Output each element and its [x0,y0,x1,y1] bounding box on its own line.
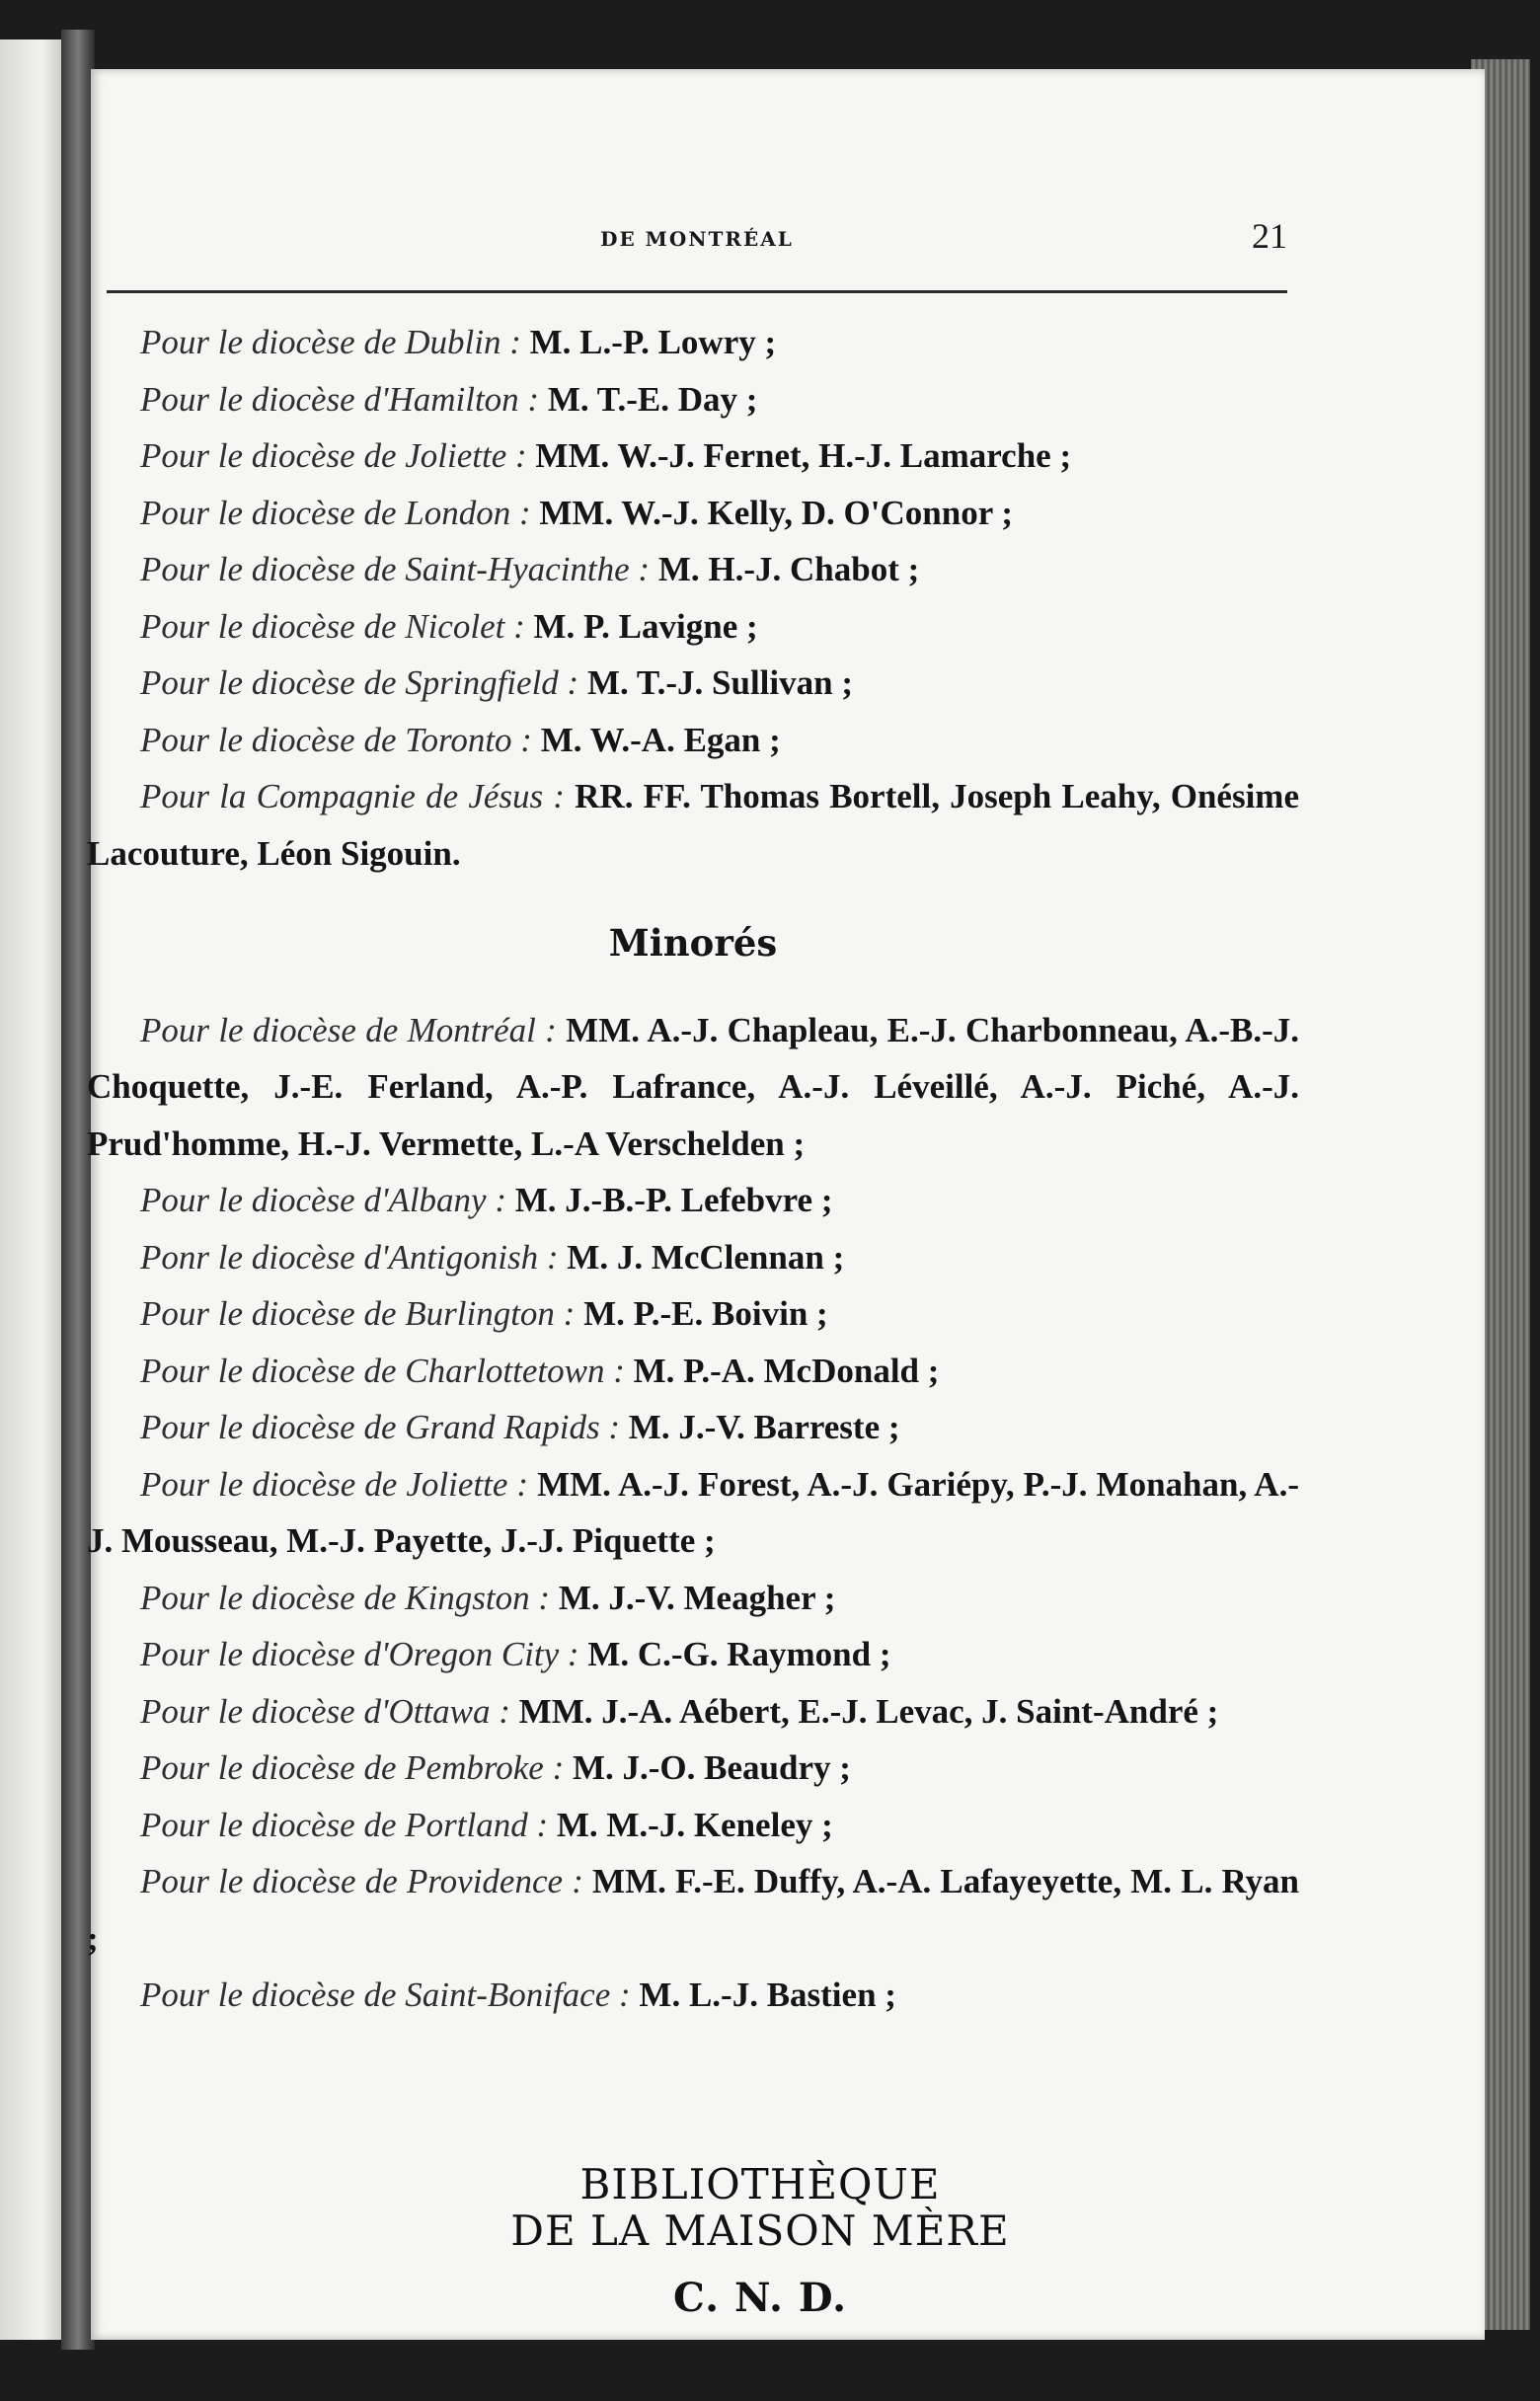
entry-diocese: Pour le diocèse de Toronto : [140,720,532,759]
entry-diocese: Pour le diocèse de Charlottetown : [140,1351,625,1390]
entry-names: M. T.-J. Sullivan ; [578,663,853,702]
entry [87,541,1299,598]
entry-names: M. C.-G. Raymond ; [578,1635,891,1673]
entry-diocese: Pour le diocèse de London : [140,493,531,532]
entry [87,1399,1299,1456]
entry-diocese: Pour le diocèse d'Ottawa : [140,1691,510,1731]
entry [87,1626,1299,1683]
running-head: DE MONTRÉAL [600,227,794,251]
entry-diocese: Pour le diocèse de Kingston : [140,1578,551,1617]
page-header [107,207,1287,267]
entry [87,598,1299,656]
entry-names: MM. W.-J. Fernet, H.-J. Lamarche ; [526,436,1072,475]
entry [87,1002,1299,1173]
entry [87,1456,1299,1570]
entry [87,1740,1299,1797]
entry [87,1967,1299,2024]
section-heading-minores: Minorés [608,921,778,965]
entry-names: M. J. McClennan ; [558,1237,845,1277]
entry [87,314,1299,371]
entry-diocese: Pour le diocèse d'Hamilton : [140,379,540,419]
entry-diocese: Pour le diocèse de Portland : [140,1805,549,1844]
entry [87,1229,1299,1286]
entry-diocese: Ponr le diocèse d'Antigonish : [140,1237,559,1277]
entry-names: M. P. Lavigne ; [524,606,758,646]
entry-names: MM. J.-A. Aébert, E.-J. Levac, J. Saint-André ; [509,1691,1219,1731]
entry [87,1797,1299,1854]
entry [87,1172,1299,1229]
entry-names: MM. A.-J. Forest, A.-J. Gariépy, P.-J. Monahan, A.-J. Mousseau, M.-J. Payette, J.-J. Piquette ; [87,1464,1299,1560]
entry [87,371,1299,428]
entry-names: M. J.-V. Barreste ; [620,1408,900,1446]
entry-diocese: Pour le diocèse de Saint-Boniface : [140,1975,631,2014]
entry [87,1343,1299,1400]
entry [87,1285,1299,1343]
entry-names: MM. A.-J. Chapleau, E.-J. Charbonneau, A.-B.-J. Choquette, J.-E. Ferland, A.-P. Lafrance, A.-J. Léveillé, A.-J. Piché, A.-J. Prud'homme, H.-J. Vermette, L.-A Verschelden ; [87,1010,1300,1163]
entry-names: M. W.-A. Egan ; [531,720,781,759]
entry [87,655,1299,712]
entry-names: M. L.-J. Bastien ; [630,1975,896,2014]
entry-diocese: Pour le diocèse de Grand Rapids : [140,1408,621,1446]
page-body [87,314,1299,2024]
page-number: 21 [1252,216,1287,256]
facing-page-edge [0,39,69,2340]
entry-diocese: Pour le diocèse de Pembroke : [140,1748,565,1787]
entry-names: M. J.-O. Beaudry ; [564,1748,851,1787]
entry-diocese: Pour la Compagnie de Jésus : [140,777,565,815]
entry-diocese: Pour le diocèse d'Albany : [140,1181,506,1219]
entry-names: RR. FF. Thomas Bortell, Joseph Leahy, Onésime Lacouture, Léon Sigouin. [87,777,1299,873]
entry [87,1683,1299,1741]
entry-diocese: Pour le diocèse de Joliette : [140,1464,529,1504]
entry-diocese: Pour le diocèse de Dublin : [140,323,521,361]
ordination-list-1 [87,314,1299,882]
entry [87,712,1299,769]
entry-diocese: Pour le diocèse d'Oregon City : [140,1635,579,1673]
stamp-line-3: C. N. D. [672,2275,848,2321]
entry-diocese: Pour le diocèse de Montréal : [140,1010,557,1049]
entry-names: M. J.-B.-P. Lefebvre ; [506,1181,833,1219]
entry-diocese: Pour le diocèse de Providence : [140,1862,583,1900]
entry-diocese: Pour le diocèse de Springfield : [140,663,579,702]
library-stamp [355,2162,1165,2328]
entry-names: M. L.-P. Lowry ; [520,323,777,361]
entry-diocese: Pour le diocèse de Saint-Hyacinthe : [140,550,651,588]
entry-names: M. P.-E. Boivin ; [575,1294,828,1333]
entry-diocese: Pour le diocèse de Nicolet : [140,606,525,646]
entry-diocese: Pour le diocèse de Joliette : [140,436,527,475]
entry-names: M. J.-V. Meagher ; [550,1578,836,1617]
entry-names: MM. F.-E. Duffy, A.-A. Lafayeyette, M. L. Ryan ; [87,1862,1300,1958]
entry [87,768,1299,882]
ordination-list-2 [87,1002,1299,2024]
entry [87,1853,1299,1967]
entry [87,427,1299,485]
header-rule [107,290,1287,293]
entry [87,485,1299,542]
entry [87,1570,1299,1627]
stamp-line-1: BIBLIOTHÈQUE [579,2160,941,2208]
entry-names: MM. W.-J. Kelly, D. O'Connor ; [530,493,1014,532]
entry-names: M. H.-J. Chabot ; [650,550,920,588]
entry-names: M. P.-A. McDonald ; [624,1351,940,1390]
entry-names: M. T.-E. Day ; [539,379,758,419]
entry-names: M. M.-J. Keneley ; [548,1805,833,1844]
entry-diocese: Pour le diocèse de Burlington : [140,1294,576,1333]
stamp-line-2: DE LA MAISON MÈRE [510,2207,1010,2255]
